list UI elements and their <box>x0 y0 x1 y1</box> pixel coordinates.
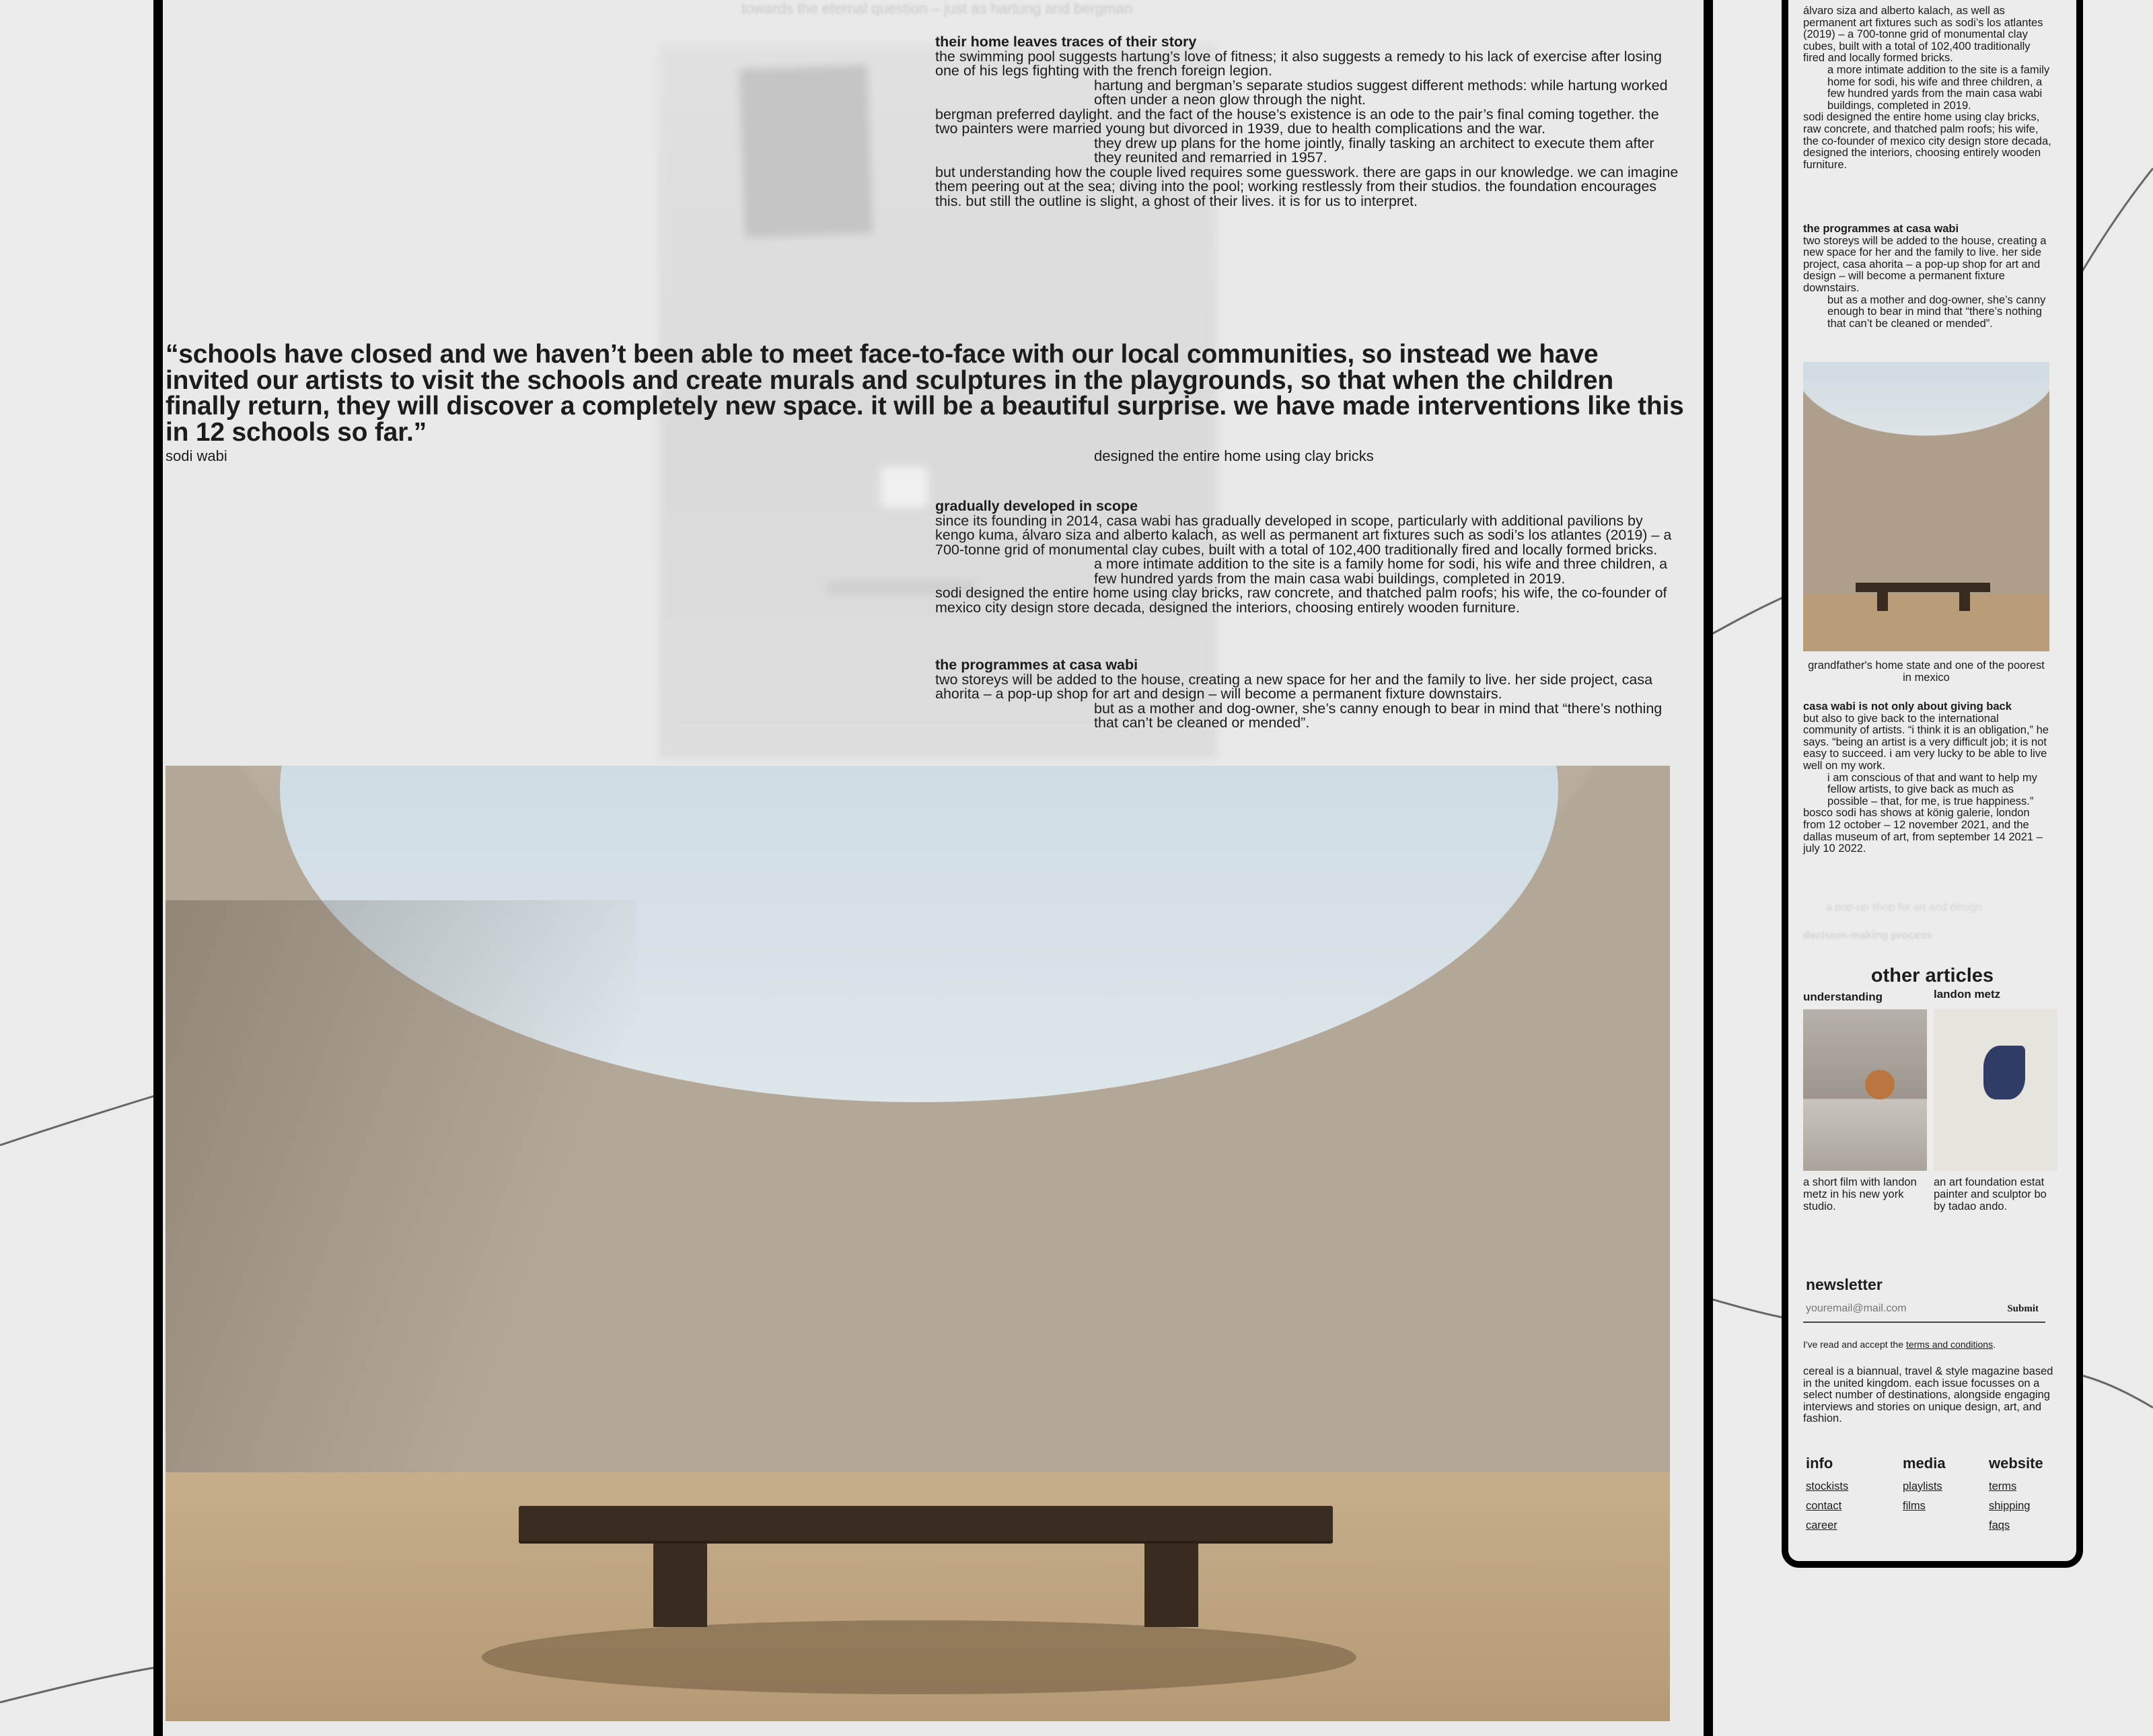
section-heading: their home leaves traces of their story <box>935 34 1197 50</box>
newsletter-email-input[interactable] <box>1803 1300 2010 1317</box>
hero-courtyard-bench-photo <box>166 766 1670 1721</box>
paragraph: a more intimate addition to the site is a family home for sodi, his wife and three children, a few hundred yards from the main casa wabi buildings, completed in 2019. <box>1094 556 1668 587</box>
paragraph: two storeys will be added to the house, creating a new space for her and the family to live. her side project, casa ahorita – a pop-up shop for art and design – will become a permanent fixture downstairs. <box>935 671 1653 702</box>
section-heading: the programmes at casa wabi <box>1803 223 1959 235</box>
article-title[interactable]: understanding <box>1803 990 1883 1003</box>
footer-website-column <box>1989 1455 2043 1539</box>
paragraph: but as a mother and dog-owner, she’s canny enough to bear in mind that “there’s nothing that can’t be cleaned or mended”. <box>1094 700 1663 731</box>
section-heading: gradually developed in scope <box>935 498 1138 514</box>
faded-top-text: towards the eternal question – just as hartung and bergman <box>741 0 1132 17</box>
faded-text: a pop-up shop for art and design <box>1826 902 1982 913</box>
footer-media-column <box>1903 1455 1946 1519</box>
terms-suffix: . <box>1993 1339 1996 1350</box>
newsletter-terms <box>1803 1339 1996 1350</box>
paragraph: since its founding in 2014, casa wabi has gradually developed in scope, particularly with additional pavilions by kengo kuma, álvaro siza and alberto kalach, as well as permanent art fixtures such as sodi’s los atlantes (2019) – a 700-tonne grid of monumental clay cubes, built with a total of 102,400 traditionally fired and locally formed bricks. <box>935 512 1672 558</box>
footer-info-column <box>1806 1455 1848 1539</box>
newsletter-title: newsletter <box>1806 1276 1883 1293</box>
paragraph: but as a mother and dog-owner, she’s canny enough to bear in mind that “there’s nothing that can’t be cleaned or mended”. <box>1827 293 2046 330</box>
footer-link-playlists[interactable]: playlists <box>1903 1480 1942 1492</box>
paragraph: hartung and bergman’s separate studios suggest different methods: while hartung worked often under a neon glow through the night. <box>1094 77 1668 108</box>
footer-link-faqs[interactable]: faqs <box>1989 1519 2010 1531</box>
article-thumbnail[interactable] <box>1934 1009 2057 1171</box>
paragraph: sodi designed the entire home using clay bricks, raw concrete, and thatched palm roofs; his wife, the co-founder of mexico city design store decada, designed the interiors, choosing entirely wooden furniture. <box>1803 111 2051 171</box>
mobile-courtyard-photo <box>1803 362 2049 651</box>
paragraph: but understanding how the couple lived requires some guesswork. there are gaps in our knowledge. we can imagine them peering out at the sea; diving into the pool; working restlessly from their studios. the foundation encourages this. but still the outline is slight, a ghost of their lives. it is for us to interpret. <box>935 164 1679 209</box>
article-title[interactable]: landon metz <box>1934 988 2001 1001</box>
newsletter-form <box>1803 1300 2045 1323</box>
footer-heading: website <box>1989 1455 2043 1472</box>
mobile-text-block <box>1803 5 2053 171</box>
image-caption: grandfather's home state and one of the poorest in mexico <box>1808 659 2045 684</box>
newsletter-submit-button[interactable]: Submit <box>2003 1303 2043 1315</box>
quote-author: sodi wabi <box>166 447 227 464</box>
footer-heading: info <box>1806 1455 1833 1472</box>
article-thumbnail[interactable] <box>1803 1009 1927 1171</box>
section-scope <box>935 499 1682 615</box>
section-traces <box>935 35 1682 209</box>
mobile-giving-block <box>1803 701 2053 855</box>
paragraph: álvaro siza and alberto kalach, as well as permanent art fixtures such as sodi’s los atlantes (2019) – a 700-tonne grid of monumental clay cubes, built with a total of 102,400 traditionally fired and locally formed bricks. <box>1803 5 2043 65</box>
footer-link-films[interactable]: films <box>1903 1500 1926 1512</box>
paragraph: i am conscious of that and want to help my fellow artists, to give back as much as possible – that, for me, is true happiness.” <box>1827 771 2037 807</box>
paragraph: but also to give back to the international community of artists. “i think it is an obligation,” he says. “being an artist is a very difficult job; it is not easy to succeed. i am very lucky to be able to live well on my work. <box>1803 712 2049 772</box>
section-programmes <box>935 658 1682 731</box>
other-articles-title: other articles <box>1870 965 1994 986</box>
paragraph: a more intimate addition to the site is a family home for sodi, his wife and three children, a few hundred yards from the main casa wabi buildings, completed in 2019. <box>1827 63 2050 112</box>
footer-heading: media <box>1903 1455 1946 1472</box>
article-description: a short film with landon metz in his new york studio. <box>1803 1176 1917 1213</box>
desktop-article-frame <box>153 0 1713 1736</box>
mobile-preview-frame <box>1782 0 2083 1568</box>
footer-link-terms[interactable]: terms <box>1989 1480 2017 1492</box>
mobile-programmes-block <box>1803 223 2053 330</box>
footer-link-stockists[interactable]: stockists <box>1806 1480 1849 1492</box>
terms-link[interactable]: terms and conditions <box>1905 1339 1994 1350</box>
footer-link-contact[interactable]: contact <box>1806 1500 1842 1512</box>
paragraph: they drew up plans for the home jointly, finally tasking an architect to execute them after they reunited and remarried in 1957. <box>1094 135 1654 166</box>
article-description: an art foundation estat painter and sculptor bo by tadao ando. <box>1934 1176 2047 1213</box>
section-heading: the programmes at casa wabi <box>935 657 1138 673</box>
pull-quote: “schools have closed and we haven’t been able to meet face-to-face with our local communities, so instead we have invited our artists to visit the schools and create murals and sculptures in the playgrounds, so that when the children finally return, they will discover a completely new space. it will be a beautiful surprise. we have made interventions like this in 12 schools so far.” <box>166 340 1684 447</box>
image-caption: designed the entire home using clay bricks <box>1094 447 1374 464</box>
footer-link-shipping[interactable]: shipping <box>1989 1500 2031 1512</box>
terms-prefix: I've read and accept the <box>1803 1339 1906 1350</box>
faded-heading: decision-making process <box>1803 930 1933 941</box>
paragraph: sodi designed the entire home using clay bricks, raw concrete, and thatched palm roofs; his wife, the co-founder of mexico city design store decada, designed the interiors, choosing entirely wooden furniture. <box>935 585 1667 616</box>
about-text: cereal is a biannual, travel & style magazine based in the united kingdom. each issue focusses on a select number of destinations, alongside engaging interviews and stories on unique design, art, and fashion. <box>1803 1365 2053 1425</box>
paragraph: the swimming pool suggests hartung’s love of fitness; it also suggests a remedy to his lack of exercise after losing one of his legs fighting with the french foreign legion. <box>935 48 1662 79</box>
footer-link-career[interactable]: career <box>1806 1519 1837 1531</box>
article-card[interactable] <box>1934 988 2057 1213</box>
article-card[interactable] <box>1803 990 1927 1213</box>
paragraph: bosco sodi has shows at könig galerie, london from 12 october – 12 november 2021, and the dallas museum of art, from september 14 2021 – july 10 2022. <box>1803 807 2043 855</box>
paragraph: bergman preferred daylight. and the fact of the house’s existence is an ode to the pair’s final coming together. the two painters were married young but divorced in 1939, due to health complications and the war. <box>935 106 1659 137</box>
paragraph: two storeys will be added to the house, creating a new space for her and the family to live. her side project, casa ahorita – a pop-up shop for art and design – will become a permanent fixture downstairs. <box>1803 234 2047 294</box>
section-heading: casa wabi is not only about giving back <box>1803 700 2012 713</box>
